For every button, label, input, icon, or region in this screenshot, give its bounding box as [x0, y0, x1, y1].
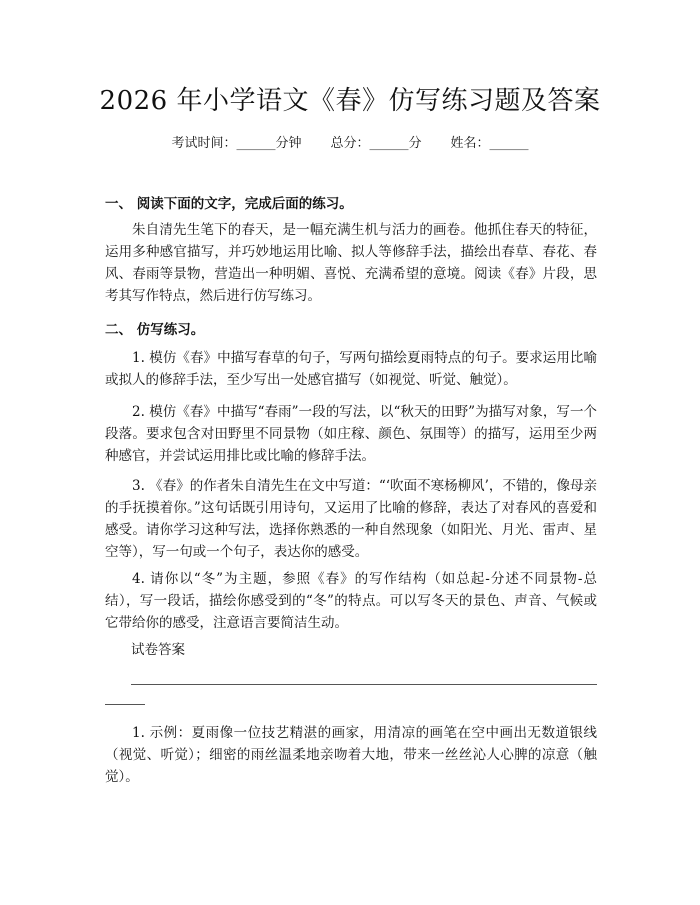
answer-item-1: 1. 示例：夏雨像一位技艺精湛的画家，用清凉的画笔在空中画出无数道银线（视觉、听觉）；细密的雨丝温柔地亲吻着大地，带来一丝丝沁人心脾的凉意（触觉）。: [105, 725, 597, 785]
section-1-heading: 一、 阅读下面的文字，完成后面的练习。: [105, 196, 353, 212]
section-2-heading: 二、 仿写练习。: [105, 322, 205, 338]
exam-meta-line: [0, 132, 700, 151]
exam-time-field: 考试时间：______分钟: [171, 136, 302, 151]
exercise-item-2: 2. 模仿《春》中描写“春雨”一段的写法，以“秋天的田野”为描写对象，写一个段落。要求包含对田野里不同景物（如庄稼、颜色、氛围等）的描写，运用至少两种感官，并尝试运用排比或比喻的修辞手法。: [105, 404, 597, 464]
exercise-item-1: 1. 模仿《春》中描写春草的句子，写两句描绘夏雨特点的句子。要求运用比喻或拟人的修辞手法，至少写出一处感官描写（如视觉、听觉、触觉）。: [105, 350, 597, 388]
section-1-passage: 朱自清先生笔下的春天，是一幅充满生机与活力的画卷。他抓住春天的特征，运用多种感官描写，并巧妙地运用比喻、拟人等修辞手法，描绘出春草、春花、春风、春雨等景物，营造出一种明媚、喜悦、充满希望的意境。阅读《春》片段，思考其写作特点，然后进行仿写练习。: [105, 222, 597, 304]
short-rule: [105, 704, 145, 705]
exercise-item-4: 4. 请你以“冬”为主题，参照《春》的写作结构（如总起-分述不同景物-总结），写一段话，描绘你感受到的“冬”的特点。可以写冬天的景色、声音、气候或它带给你的感受，注意语言要简洁生动。: [105, 571, 597, 631]
exercise-item-3: 3. 《春》的作者朱自清先生在文中写道：“‘吹面不寒杨柳风’，不错的，像母亲的手抚摸着你。”这句话既引用诗句，又运用了比喻的修辞，表达了对春风的喜爱和感受。请你学习这种写法，选择你熟悉的一种自然现象（如阳光、月光、雷声、星空等），写一句或一个句子，表达你的感受。: [105, 478, 597, 560]
answers-divider: [131, 684, 597, 685]
total-score-field: 总分：______分: [330, 136, 422, 151]
document-title: 2026 年小学语文《春》仿写练习题及答案: [99, 86, 601, 116]
student-name-field: 姓名：______: [450, 136, 529, 151]
answers-label: 试卷答案: [131, 642, 185, 658]
